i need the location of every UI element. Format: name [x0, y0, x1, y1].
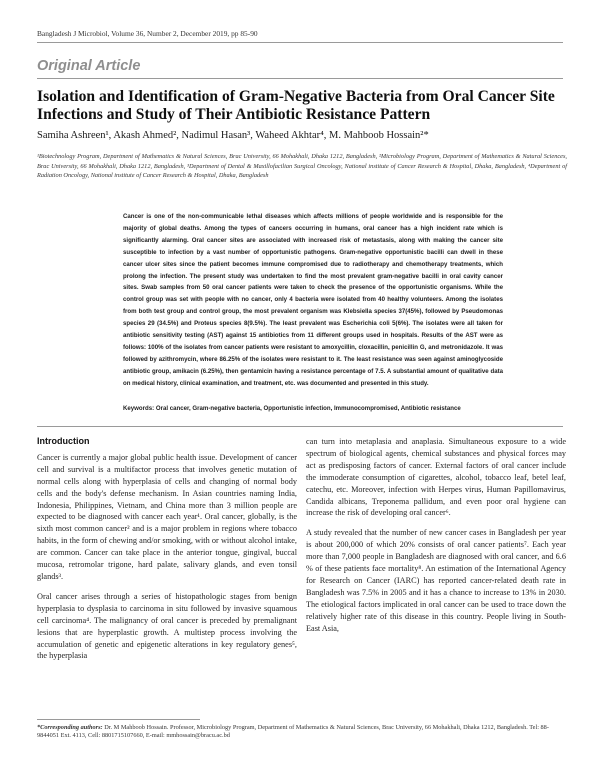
header-rule: [37, 42, 563, 43]
intro-paragraph-1: Cancer is currently a major global public health issue. Development of cancer cell and survival is a multifactor process that involves genetic mutation of normal cells along with hyperplasia of cells and changing of normal body cells and the body's defense mechanism. In Asian countries naming India, Indonesia, Philippines, Vietnam, and China more than 3 million people are expected to be diagnosed with cancer each year¹. Oral cancer, globally, is the sixth most common cancer² and is a major problem in regions where tobacco habits, in the form of chewing and/or smoking, with or without alcohol intake, are common. Cancer can take place in the anterior tongue, gingival, buccal mucosa, retromolar trigone, hard palate, salivary glands, and even tonsil glands³.: [37, 452, 297, 581]
section-heading-introduction: Introduction: [37, 436, 90, 446]
author-list: Samiha Ashreen¹, Akash Ahmed², Nadimul Hasan³, Waheed Akhtar⁴, M. Mahboob Hossain²*: [37, 130, 429, 141]
footnote-text: Dr. M Mahboob Hossain. Professor, Microbiology Program, Department of Mathematics & Natural Sciences, Brac University, 66 Mohakhali, Dhaka 1212, Bangladesh. Tel: 88-9844051 Ext. 4113, Cell: 8801715107660, E-mail: mmhossain@bracu.ac.bd: [37, 724, 549, 740]
abstract-rule: [37, 426, 563, 427]
abstract: Cancer is one of the non-communicable lethal diseases which affects millions of people worldwide and is responsible for the majority of global deaths. Among the types of cancers occurring in humans, oral cancer has a high incident rate which is significantly alarming. Oral cancer sites are associated with increased risk of metastasis, along with making the cancer site susceptible to infection by a vast number of opportunistic pathogens. Gram-negative opportunistic bacilli can dwell in these cancer ulcer sites since the patient becomes immune compromised due to radiotherapy and chemotherapy treatments, which prolong the infection. The present study was undertaken to find the most prevalent gram-negative bacilli in oral cavity cancer sites. Swab samples from 50 oral cancer patients were taken to check the presence of the opportunistic organisms. While the control group was set with people with no cancer, only 4 bacteria were isolated from 40 healthy volunteers. Among the isolates from both test group and control group, the most prevalent organism was Klebsiella species 37(45%), followed by Pseudomonas species 29 (34.5%) and Proteus species 8(9.5%). The least prevalent was Escherichia coli 5(6%). The isolates were all taken for antibiotic sensitivity testing (AST) against 15 antibiotics from 11 different groups used in hospitals. Results of the AST were as follows: 100% of the isolates from cancer patients were resistant to amoxycillin, cloxacillin, penicillin G, and metronidazole. It was followed by azithromycin, where 86.25% of the isolates were resistant to it. The least resistance was seen against aminoglycoside antibiotic group, amikacin (6.25%), then gentamicin having a resistance percentage of 7.5. A substantial amount of qualitative data on medical history, clinical examination, and treatment, etc. was documented and presented in this study.: [123, 213, 503, 387]
footnote-rule: [37, 719, 200, 720]
corresponding-author-footnote: [37, 724, 567, 741]
intro-paragraph-2: Oral cancer arises through a series of histopathologic stages from benign hyperplasia to dysplasia to carcinoma in situ followed by invasive squamous cell carcinoma⁴. The malignancy of oral cancer is preceded by premalignant lesions that are hyperplastic growth. A multistep process involving the accumulation of genetic and epigenetic alterations in key regulatory genes⁵, the hyperplasia: [37, 591, 297, 661]
intro-paragraph-4: A study revealed that the number of new cancer cases in Bangladesh per year is about 200,000 of which 20% consists of oral cancer patients⁷. Each year more than 7,000 people in Bangladesh are diagnosed with oral cancer, and 6.6 % of these patients face mortality⁸. An estimation of the International Agency for Research on Cancer (IARC) has reported cancer-related death rate in Bangladesh was 7.5% in 2005 and it has a chance to increase to 13% in 2030. The etiological factors implicated in oral cancer can be used to trace down the relatively higher rate of this disease in this country. People living in South-East Asia,: [306, 528, 566, 633]
keywords: Keywords: Oral cancer, Gram-negative bacteria, Opportunistic infection, Immunocompromised, Antibiotic resistance: [123, 405, 461, 412]
column-right: [306, 436, 566, 643]
section-label: Original Article: [37, 58, 141, 74]
intro-paragraph-3: can turn into metaplasia and anaplasia. Simultaneous exposure to a wide spectrum of biological agents, chemical substances and physical forces may act as predisposing factors of cancer. External factors of oral cancer include the immoderate consumption of cigarettes, alcohol, tobacco leaf, betel leaf, catechu, etc. Moreover, infection with Herpes virus, Human Papillomavirus, Candida albicans, Treponema pallidum, and even poor oral hygiene can increase the risk of developing oral cancer⁶.: [306, 437, 566, 518]
column-left: [37, 436, 297, 670]
paper-title: Isolation and Identification of Gram-Negative Bacteria from Oral Cancer Site Infections and Study of Their Antibiotic Resistance Pattern: [37, 88, 555, 123]
running-head: Bangladesh J Microbiol, Volume 36, Number 2, December 2019, pp 85-90: [37, 29, 258, 38]
section-rule: [37, 78, 563, 79]
footnote-label: *Corresponding authors:: [37, 724, 103, 731]
affiliations: ¹Biotechnology Program, Department of Mathematics & Natural Sciences, Brac University, 66 Mohakhali, Dhaka 1212, Bangladesh, ²Microbiology Program, Department of Mathematics & Natural Sciences, Brac University, 66 Mohakhali, Dhaka 1212, Bangladesh, ³Department of Dental & Maxillofacilian Surgical Oncology, National institute of Cancer Research & Hospital, Dhaka, Bangladesh, ⁴Department of Radiation Oncology, National institute of Cancer Research & Hospital, Dhaka, Bangladesh: [37, 153, 567, 179]
